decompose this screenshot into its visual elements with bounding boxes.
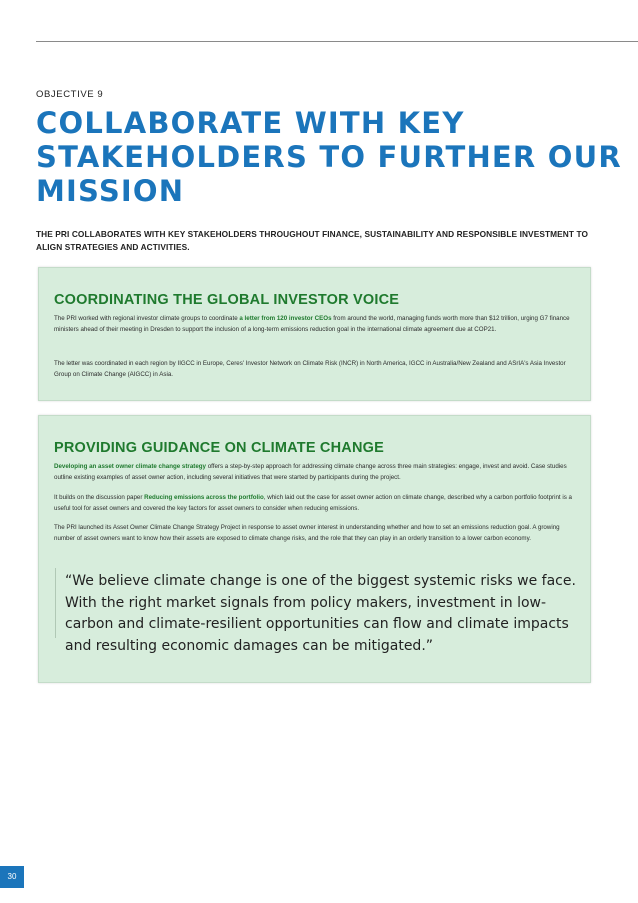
paragraph-text: , which laid out the case for asset owner action on climate change, described why a carbon portfolio footprint is a useful tool for asset owners and covered the key factors for asset owners to consider when reducing emissions.	[54, 494, 572, 512]
objective-label: OBJECTIVE 9	[36, 89, 104, 100]
page-subtitle: THE PRI COLLABORATES WITH KEY STAKEHOLDERS THROUGHOUT FINANCE, SUSTAINABILITY AND RESPONSIBLE INVESTMENT TO ALIGN STRATEGIES AND ACTIVITIES.	[36, 229, 589, 252]
paragraph-text: offers a step-by-step approach for addressing climate change across three main strategies: engage, invest and avoid. Case studies outline existing examples of asset owner action, including several initiatives that were started by participants during the project.	[54, 463, 567, 481]
quote-line: “We believe climate change is one of the biggest systemic risks we face.	[65, 573, 576, 589]
paragraph-text: It builds on the discussion paper	[54, 494, 145, 501]
panel-heading: COORDINATING THE GLOBAL INVESTOR VOICE	[54, 292, 400, 308]
page-number: 30	[0, 866, 24, 888]
quote-rule	[55, 568, 56, 638]
page-title	[36, 106, 622, 208]
letter-link[interactable]: a letter from 120 investor CEOs	[239, 315, 332, 322]
climate-guidance-panel	[38, 415, 591, 683]
panel-paragraph	[54, 314, 576, 335]
page-title-line: COLLABORATE WITH KEY	[36, 106, 465, 140]
paragraph-text: The PRI worked with regional investor climate groups to coordinate	[54, 315, 240, 322]
discussion-paper-link[interactable]: Reducing emissions across the portfolio	[144, 494, 264, 501]
quote-line: and resulting economic damages can be mitigated.”	[65, 637, 434, 654]
page-title-line: MISSION	[36, 174, 185, 208]
investor-voice-panel	[38, 267, 591, 401]
page-title-line: STAKEHOLDERS TO FURTHER OUR	[36, 140, 622, 174]
panel-paragraph	[54, 462, 576, 483]
top-divider	[36, 41, 638, 42]
strategy-link[interactable]: Developing an asset owner climate change strategy	[54, 463, 206, 470]
quote-line: With the right market signals from policy makers, investment in low-	[65, 594, 547, 611]
panel-heading: PROVIDING GUIDANCE ON CLIMATE CHANGE	[54, 440, 384, 456]
quote-line: carbon and climate-resilient opportunities can flow and climate impacts	[65, 616, 569, 632]
pull-quote	[65, 571, 580, 657]
paragraph-text: from around the world, managing funds worth more than $12 trillion, urging G7 finance ministers ahead of their meeting in Dresden to support the inclusion of a long-term emissions reduction goal in the international climate agreement due at COP21.	[54, 315, 570, 333]
panel-paragraph: The PRI launched its Asset Owner Climate Change Strategy Project in response to asset owner interest in understanding whether and how to set an emissions reduction goal. A growing number of asset owners want to know how their assets are exposed to climate change risks, and the role that they can play in an orderly transition to a lower carbon economy.	[54, 524, 560, 542]
panel-paragraph	[54, 493, 576, 514]
panel-paragraph: The letter was coordinated in each region by IIGCC in Europe, Ceres' Investor Network on Climate Risk (INCR) in North America, IGCC in Australia/New Zealand and ASrIA's Asia Investor Group on Climate Change (AIGCC) in Asia.	[54, 360, 566, 378]
